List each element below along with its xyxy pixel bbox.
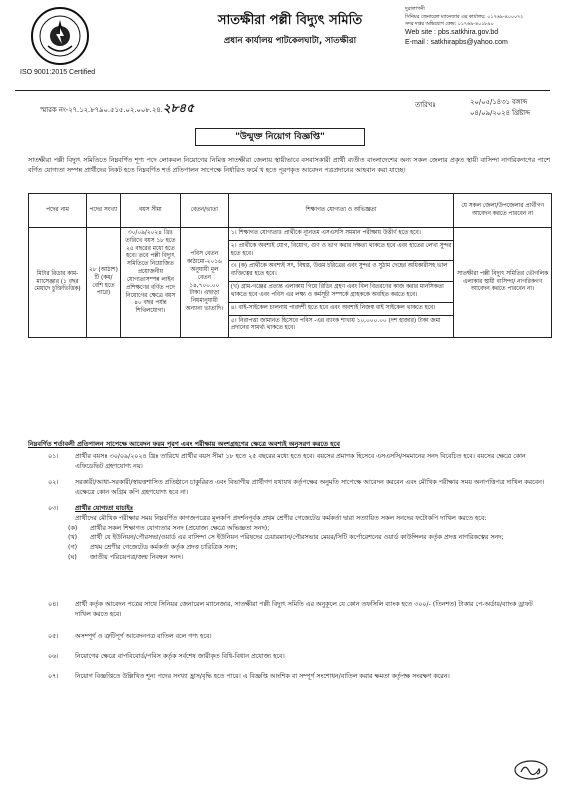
age-limit: ৩০/০৯/২০২৪ খ্রিঃ তারিখে বয়স ১৮ হতে ২৫ বছরের মধ্যে হতে হবে। তবে পল্লী বিদ্যুৎ সমিতিতে নিয়োজিত প্রয়োজনীয় যোগ্যতাসম্পন্ন লাইন প্রশিক্ষণের বর্ণিত পদে নিয়োগের ক্ষেত্রে বয়স ৪০ বছর পর্যন্ত শিথিলযোগ্য। (120, 228, 180, 338)
table-header: পদের সংখ্যা (86, 194, 120, 228)
intro-paragraph: সাতক্ষীরা পল্লী বিদ্যুৎ সমিতিতে নিম্নবর্ণিত শূণ্য পদে লোকবল নিয়োগের নিমিত্ত সাতক্ষীরা জেলায় স্থায়ীভাবে বসবাসকারী প্রার্থী ব্যতীত বাংলাদেশের অন্য সকল জেলার প্রকৃত স্থায়ী বাসিন্দা নাগরিকগণের পাশে বর্ণিত যোগ্যতা সম্পন্ন প্রার্থীদের নিকট হতে নিম্নবর্ণিত শর্ত প্রতিপালন সাপেক্ষে নির্ধারিত ফর্মে খ হতে পূরণকৃত আবেদন পত্রপ্রদানের আহবান করা যাচ্ছে। (28, 156, 550, 175)
condition-number: ০১। (48, 453, 59, 460)
date-bangla: ২০/০৫/১৪৩১ বঙ্গাব্দ (470, 98, 528, 106)
table-row (29, 228, 552, 338)
qualifications (228, 228, 453, 338)
date-english: ০৪/০৯/২০২৪ খ্রিষ্টাব্দ (470, 108, 530, 117)
organization-logo (30, 6, 90, 66)
qualification-item: ৩। (ক) প্রার্থীকে অবশ্যই সৎ, বিশ্বস্ত, উত্তম চরিত্রের এবং সুন্দর ও সুঠাম দেহের অধিকারীসহ ভাল ব্যক্তিত্বের হতে হবে। (229, 260, 453, 279)
excluded-districts: সাতক্ষীরা পল্লী বিদ্যুৎ সমিতির ভৌগলিক এলাকার স্থায়ী বাসিন্দা/ নাগরিকগণ আবেদন করতে পারবেন না। (454, 228, 552, 338)
condition-text: প্রার্থীদের মৌখিক পরীক্ষার সময় নিম্নবর্ণিত কাগজপত্রের মূলকপি প্রদর্শনপূর্বক প্রথম শ্রেণীর গেজেটেড কর্মকর্তা দ্বারা সত্যায়িত সকল সনদের ফটোকপি দাখিল করতে হবে: (75, 514, 487, 522)
qualification-item: ১। শিক্ষাগত যোগ্যতাঃ প্রার্থীকে ন্যূনতম এসএসসি সমমান পরীক্ষায় উত্তীর্ণ হতে হবে। (230, 230, 421, 236)
table-header: বয়স সীমা (120, 194, 180, 228)
initial-signature (513, 759, 549, 781)
condition-item (28, 600, 550, 620)
memo-reference (40, 100, 194, 116)
organization-name: সাতক্ষীরা পল্লী বিদ্যুৎ সমিতি (217, 13, 363, 28)
condition-item (28, 632, 550, 642)
sub-text: প্রার্থী যে ইউনিয়ন/পৌরসভা/ওয়ার্ড এর বাসিন্দা সে ইউনিয়ন পরিষদের চেয়ারম্যান/পৌরসভার মেয়র/সিটি কর্পোরেশনের ওয়ার্ড কাউন্সিলর কর্তৃক প্রদত্ত নাগরিকত্বের সনদ; (90, 534, 504, 542)
sub-item (68, 553, 550, 563)
qualification-item: ৫। নিরাপত্তা জামানত হিসেবে পবিস -এর ব্যাংক শাখায় ১০,০০০.০০ (দশ হাজার) টাকা জমা প্রদানের সামর্থ্য থাকতে হবে। (229, 315, 453, 334)
sub-item (68, 543, 550, 553)
sub-text: প্রথম শ্রেণীর গেজেটেড কর্মকর্তা কর্তৃক প্রদত্ত চারিত্রিক সনদ; (90, 544, 238, 551)
condition-item (28, 652, 550, 662)
memo-number: ২৮৪৫ (162, 101, 194, 115)
date-values (470, 97, 530, 119)
condition-number: ০২। (48, 479, 59, 486)
condition-text: নিয়োগের ক্ষেত্রে বাপবিবোর্ড/পবিস কর্তৃক সর্বশেষ জারীকৃত বিধি-বিধান প্রযোজ্য হবে। (75, 653, 285, 660)
salary: পবিস বেতন কাঠামো-২০১৬ অনুযায়ী মূল বেতন ১৪,৭০০.০০ টাকা। এছাড়া নিয়মানুযায়ী অন্যান্য ভাতাদি। (180, 228, 228, 338)
condition-item (28, 672, 550, 682)
sub-key: (খ) (68, 534, 78, 542)
condition-number: ০৫। (48, 633, 59, 640)
sub-list (68, 524, 550, 563)
post-name: মিটার রিডার কাম- ম্যাসেঞ্জার (১ বছর মেয়াদে চুক্তিভিত্তিক) (29, 228, 87, 338)
date-label: তারিখঃ (415, 101, 436, 109)
condition-number: ০৩। (48, 505, 59, 512)
contact-block (405, 6, 560, 47)
qualification-item: ৪। বাই-সাইকেল চালনায় পারদর্শী হতে হবে এবং অবশ্যই নিজস্ব বাই সাইকেল থাকতে হবে। (229, 302, 453, 313)
sub-key: (ঘ) (68, 553, 77, 561)
post-count: ২৮ (আঠাশ) টি (কম/ বেশি হতে পারে) (86, 228, 120, 338)
notice-title: "উন্মুক্ত নিয়োগ বিজ্ঞপ্তি" (195, 128, 365, 146)
sub-key: (গ) (68, 544, 78, 551)
condition-text: নিয়োগ বিজ্ঞপ্তিতে উল্লিখিত শূন্য পদের সংখ্যা হ্রাস/বৃদ্ধি হতে পারে। এ বিজ্ঞপ্তি আংশিক বা সম্পূর্ণ সংশোধন/বাতিল করার ক্ষমতা কর্তৃপক্ষ সংরক্ষণ করেন। (75, 673, 450, 680)
conditions-title: নিম্নবর্ণিত শর্তাবলী প্রতিপালন সাপেক্ষে আবেদন ফরম পূরণ এবং পরীক্ষায় অংশগ্রহণের ক্ষেত্রে অবশ্যই অনুসরণ করতে হবে (28, 440, 340, 448)
sub-item (68, 524, 550, 534)
office-address: প্রধান কার্যালয় পাটকেলঘাটা, সাতক্ষীরা (223, 36, 357, 46)
condition-number: ০৪। (48, 601, 59, 608)
header-divider (15, 90, 550, 91)
table-header: পদের নাম (29, 194, 87, 228)
condition-number: ০৬। (48, 653, 59, 660)
table-header: শিক্ষাগত যোগ্যতা ও অভিজ্ঞতা (228, 194, 453, 228)
table-header: যে সকল জেলা/উপজেলার প্রার্থীগণ আবেদন করতে পারবেন না (454, 194, 552, 228)
condition-text: অসম্পূর্ণ ও ত্রুটিপূর্ণ আবেদনপত্র বাতিল বলে গণ্য হবে। (75, 633, 212, 640)
website[interactable]: Web site : pbs.satkhira.gov.bd (405, 28, 499, 36)
email[interactable]: E-mail : satkhirapbs@yahoo.com (405, 38, 508, 46)
sub-text: জাতীয় পরিচয়পত্র/জন্ম নিবন্ধন সনদ। (90, 553, 184, 561)
condition-item (28, 452, 550, 472)
condition-heading: প্রার্থীর যোগ্যতা যাচাইঃ (75, 505, 134, 512)
condition-number: ০৭। (48, 673, 59, 680)
iso-certification: ISO 9001:2015 Certified (20, 69, 96, 76)
condition-text: প্রার্থী কর্তৃক আবেদন পত্রের সাথে সিনিয়র জেনারেল ম্যানেজার, সাতক্ষীরা পল্লী বিদ্যুৎ সমিতি এর অনুকূলে যে কোন তফসিলি ব্যাংক হতে ৩০০/- (তিনশত) টাকার পে-অর্ডার/ব্যাংক ড্রাফট দাখিল করতে হবে। (75, 601, 533, 618)
condition-item (28, 504, 550, 563)
qualification-item: (খ) গ্রাম-গঞ্জের প্রত্যন্ত এলাকায় গিয়ে রিডিং গ্রহণ এবং বিল বিতরণের কাজ করার মানসিকতা থাকতে হবে এবং পবিস এর লক্ষ্য ও কর্মসূচী সম্পর্কে গ্রাহককে অবহিত করতে হবে। (229, 281, 453, 300)
table-header: বেতন/ভাতা (180, 194, 228, 228)
contact-heading: দুরালাপনী (405, 6, 425, 12)
sub-item (68, 533, 550, 543)
condition-text: প্রার্থীর বয়সঃ ৩০/০৯/২০২৪ খ্রিঃ তারিখে প্রার্থীর বয়স সীমা ১৮ হতে ২৫ বছরের মধ্যে হতে হবে। বয়সের প্রমাণক হিসেবে এসএসসি/সমমানের সনদ বিবেচিত হবে। বয়সের ক্ষেত্রে কোন এফিডেভিট গ্রহণযোগ্য নয়। (75, 453, 526, 470)
sub-text: প্রার্থীর সকল শিক্ষাগত যোগ্যতার সনদ (প্রযোজ্য ক্ষেত্রে অভিজ্ঞতা সনদ); (90, 524, 270, 532)
contact-line: সিনিয়র জেনারেল ম্যানেজার এর কার্যালয়: ০১৭৬৯-৪০০০৭২ (405, 14, 524, 20)
condition-item (28, 478, 550, 498)
sub-key: (ক) (68, 524, 78, 532)
qualification-item: ২। প্রার্থীকে অবশ্যই যোগ, বিয়োগ, গুণ ও ভাগ করার দক্ষতা থাকতে হবে এবং হাতের লেখা সুন্দর হতে হবে। (229, 240, 453, 259)
contact-line: সদর দপ্তর অভিযোগ কেন্দ্র: ০১৭৬৯-৪০১৮৯০ (405, 21, 494, 27)
vacancy-table (28, 193, 552, 338)
condition-text: সরকারী/আধা-সরকারী/স্বায়ত্তশাসিত প্রতিষ্ঠানে চাকুরিরত এবং বিভাগীয় প্রার্থীগণ যথাযথ কর্তৃপক্ষের অনুমতি সাপেক্ষে আবেদন করবেন এবং মৌখিক পরীক্ষার সময় অনাপত্তিপত্র দাখিল করবেন। এক্ষেত্রে কোন অগ্রিম কপি গ্রহণযোগ্য হবে না। (75, 479, 545, 496)
memo-prefix: স্মারক নং-২৭.১২.৮৭৯০.৫১৫.০২.০০৮.২৪. (40, 106, 163, 114)
table-header-row (29, 194, 552, 228)
